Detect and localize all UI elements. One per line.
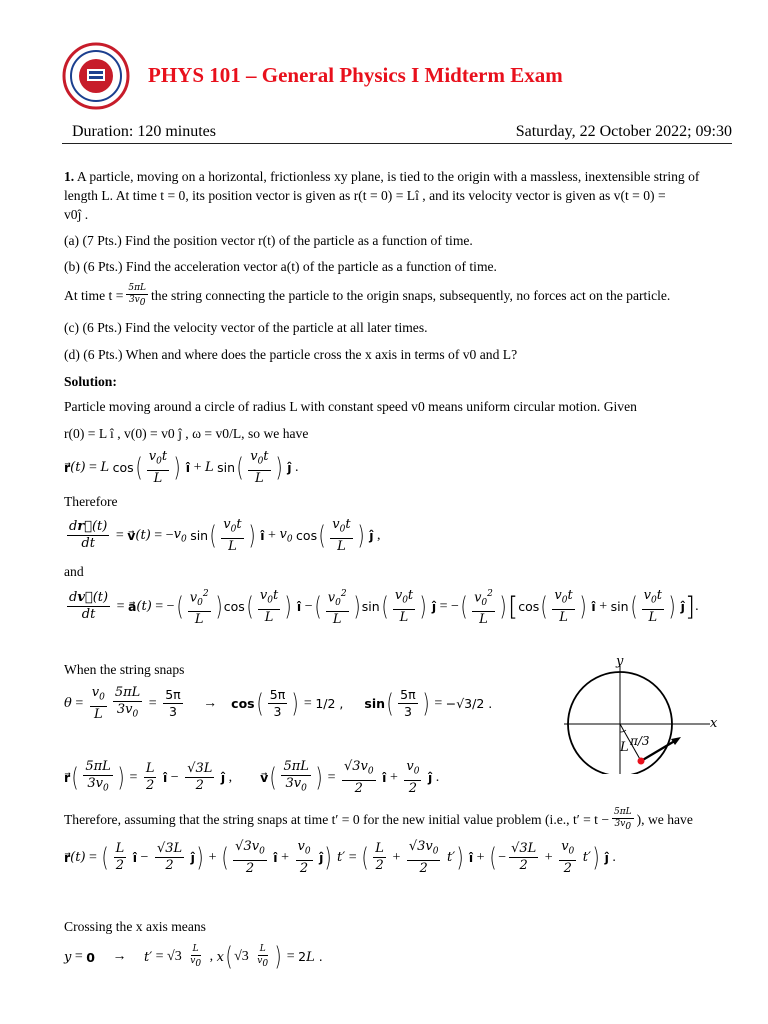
diagram-radius-label: L [620,740,629,755]
question-intro-text-1: A particle, moving on a horizontal, frictionless xy plane, is tied to the origin with a massless, inextensible string of [76,169,700,184]
t-prime-intro-text: Therefore, assuming that the string snaps at time t′ = 0 for the new initial value problem (i.e., t′ = t − [64,812,609,828]
and-text: and [64,564,84,579]
angle-arc [620,730,626,732]
snap-time-fraction: $\frac{5\pi L}{3v_0}$ [128,283,147,308]
t-prime-intro [64,808,693,832]
solution-sentence-1: Particle moving around a circle of radius L with constant speed v0 means uniform circular motion. Given [64,399,637,414]
exam-date: Saturday, 22 October 2022; 09:30 [515,123,732,140]
duration-label: Duration: 120 minutes [72,123,216,140]
snap-state-equations: r⃗ ( $\frac{5\pi L}{3v_0}$ ) = $\frac{L}{2}$ î − $\frac{√3L}{2}$ ĵ , v⃗ ( $\frac{5\pi L}{3v_0}$ ) = $\frac{√3v_0}{2}$ î + $\frac{v_0}{2}$ ĵ . [64,759,440,796]
diagram-x-label: x [710,716,718,731]
post-snap-position-equation: r⃗ (t) = ( $\frac{L}{2}$ î − $\frac{√3L}{2}$ ĵ ) + ( $\frac{√3v_0}{2}$ î + $\frac{v_0}{2}$ ĵ ) t′ = ( $\frac{L}{2}$ + $\frac{√3v_0}{2}$ t′ ) î + ( − $\frac{√3L}{2}$ + $\frac{v_0}{2}$ t′ ) ĵ . [64,839,616,876]
question-intro-line-3: v0ĵ . [64,207,89,222]
snap-time-line [64,284,670,308]
snap-pre-text: At time t = [64,288,124,304]
university-seal-logo [62,42,130,110]
position-equation: r⃗ (t) = L cos ( $\frac{v_0t}{L}$ ) î + L sin ( $\frac{v_0t}{L}$ ) ĵ . [64,449,299,486]
exam-title: PHYS 101 – General Physics I Midterm Exam [148,63,563,87]
therefore-text: Therefore [64,494,118,509]
question-intro-line-2: length L. At time t = 0, its position vector is given as r(t = 0) = Lî , and its velocity vector is given as v(t = 0) = [64,188,666,203]
part-c-text: (c) (6 Pts.) Find the velocity vector of the particle at all later times. [64,320,428,335]
snap-post-text: the string connecting the particle to the origin snaps, subsequently, no forces act on the particle. [151,288,671,304]
solution-sentence-2: r(0) = L î , v(0) = v0 ĵ , ω = v0/L, so we have [64,426,309,441]
string-snaps-text: When the string snaps [64,662,185,677]
part-d-text: (d) (6 Pts.) When and where does the particle cross the x axis in terms of v0 and L? [64,347,518,362]
solution-heading: Solution: [64,374,117,389]
crossing-equation: y = 0 → t′ = √3 $\frac{L}{v_0}$ , x ( √3 $\frac{L}{v_0}$ ) = 2L . [64,942,323,972]
diagram-y-label: y [616,654,624,669]
t-prime-fraction: $\frac{5\pi L}{3v_0}$ [614,807,632,832]
part-a-text: (a) (7 Pts.) Find the position vector r(t) of the particle as a function of time. [64,233,473,248]
part-b-text: (b) (6 Pts.) Find the acceleration vector a(t) of the particle as a function of time. [64,259,497,274]
diagram-angle-label: π/3 [630,734,650,748]
header-divider [62,143,732,144]
crossing-text: Crossing the x axis means [64,919,206,934]
theta-equation: θ = $\frac{v_0}{L}$ $\frac{5\pi L}{3v_0}$ = $\frac{5\pi}{3}$ → cos ( $\frac{5\pi}{3}$ ) = 1/2 , sin ( $\frac{5\pi}{3}$ ) = −√3/2 . [64,685,493,722]
acceleration-equation: $\frac{dv⃗(t)}{dt}$ = a⃗ (t) = − ( $\frac{v_0^2}{L}$ ) cos ( $\frac{v_0t}{L}$ ) î − ( $\frac{v_0^2}{L}$ ) sin ( $\frac{v_0t}{L}$ ) ĵ = − ( $\frac{v_0^2}{L}$ ) [ cos ( $\frac{v_0t}{L}$ ) î + sin ( $\frac{v_0t}{L}$ ) ĵ ] . [69,588,699,627]
t-prime-end-text: ), we have [636,812,693,828]
velocity-equation: $\frac{dr⃗(t)}{dt}$ = v⃗ (t) = − $v_0$ sin ( $\frac{v_0t}{L}$ ) î + $v_0$ cos ( $\frac{v_0t}{L}$ ) ĵ , [69,517,381,554]
particle-dot [638,758,645,765]
question-number: 1. [64,169,75,184]
velocity-arrowhead [671,737,681,745]
circle-diagram [550,652,730,774]
question-intro-line-1 [64,167,699,186]
